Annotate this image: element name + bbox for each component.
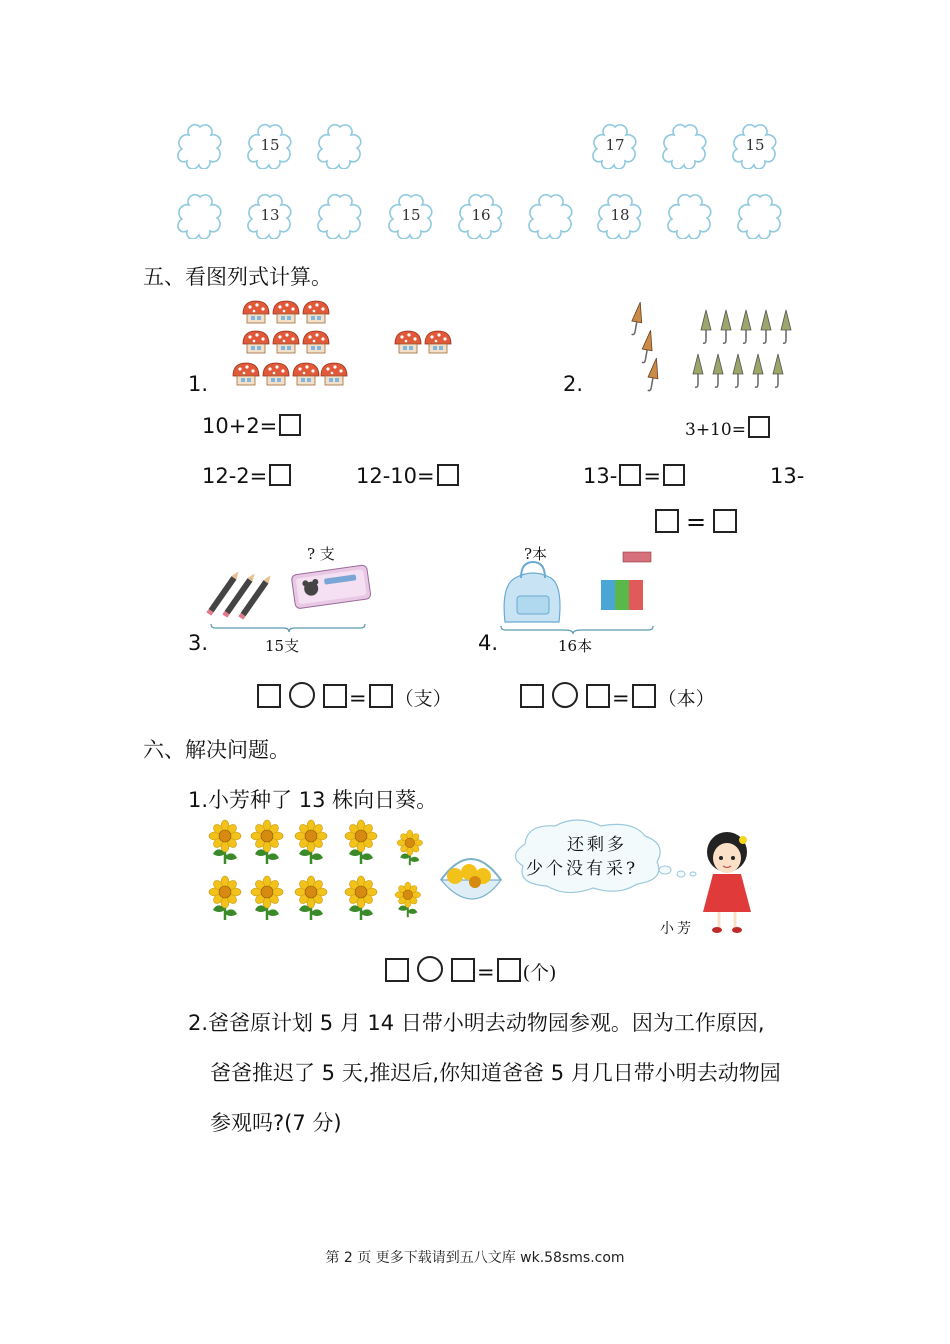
flower-cell [667,193,713,239]
equals-sign: = [686,508,707,536]
flower-cell [177,193,223,239]
equation-text: 3+10= [685,420,746,440]
answer-box[interactable] [497,958,521,982]
q4-answer-equation [518,682,715,711]
girl-name-label: 小芳 [660,921,694,937]
flower-cell [592,123,638,169]
q3-unknown-label: ? 支 [307,545,335,563]
answer-box[interactable] [713,509,737,533]
answer-box[interactable] [655,509,679,533]
umbrellas-illustration [628,300,808,396]
answer-box[interactable] [619,464,641,486]
flower-cell [247,193,293,239]
pencils-illustration [205,556,375,636]
answer-box[interactable] [520,684,544,708]
flower-cell [317,123,363,169]
answer-box[interactable] [632,684,656,708]
answer-box[interactable] [323,684,347,708]
problem1-answer-equation [383,956,556,985]
problem1-text: 1.小芳种了 13 株向日葵。 [188,788,438,812]
q2-number: 2. [563,372,584,396]
q3-answer-equation [255,682,452,711]
flower-outline-icon [177,123,223,169]
equation-text: 10+2= [202,414,278,438]
q4-total-label: 16本 [558,637,593,655]
q2-equation-1 [685,416,772,440]
unit-label: （支） [394,688,452,710]
problem2-line1: 2.爸爸原计划 5 月 14 日带小明去动物园参观。因为工作原因, [188,1011,765,1035]
answer-box[interactable] [269,464,291,486]
backpack-books-illustration [495,550,665,640]
flower-number: 15 [260,136,280,154]
q3-total-label: 15支 [265,637,300,655]
q2-equation-3-end [653,508,739,536]
flower-cell [458,193,504,239]
equation-text: 13- [583,464,618,488]
page-footer: 第 2 页 更多下载请到五八文库 wk.58sms.com [325,1250,625,1266]
answer-box[interactable] [257,684,281,708]
flower-number: 16 [471,206,491,224]
mushroom-houses-illustration [228,298,468,396]
section6-title: 六、解决问题。 [143,738,290,762]
flower-outline-icon [667,193,713,239]
answer-box[interactable] [586,684,610,708]
flower-number: 15 [401,206,421,224]
section5-title: 五、看图列式计算。 [143,265,332,289]
q1-equation-3 [356,464,461,488]
flower-outline-icon [662,123,708,169]
q1-number: 1. [188,372,209,396]
answer-box[interactable] [437,464,459,486]
flower-cell [732,123,778,169]
equals-sign: = [643,464,661,488]
speech-bubble-line1: 还剩多 [567,835,627,855]
q1-equation-2 [202,464,293,488]
flower-outline-icon [317,123,363,169]
problem2-line2: 爸爸推迟了 5 天,推迟后,你知道爸爸 5 月几日带小明去动物园 [210,1061,781,1085]
flower-cell [177,123,223,169]
answer-box[interactable] [279,414,301,436]
equals-sign: = [612,686,630,710]
flower-cell [388,193,434,239]
answer-box[interactable] [369,684,393,708]
answer-box[interactable] [451,958,475,982]
flower-outline-icon [317,193,363,239]
operator-circle[interactable] [289,682,315,708]
flower-cell [528,193,574,239]
q3-number: 3. [188,631,209,655]
flower-cell [247,123,293,169]
flower-cell [317,193,363,239]
answer-box[interactable] [663,464,685,486]
equation-text: 12-10= [356,464,435,488]
answer-box[interactable] [385,958,409,982]
q1-equation-1 [202,414,303,438]
q4-number: 4. [478,631,499,655]
equation-text: 12-2= [202,464,268,488]
q2-equation-2 [583,464,687,488]
flower-cell [662,123,708,169]
flower-outline-icon [737,193,783,239]
equals-sign: = [477,960,495,984]
flower-outline-icon [528,193,574,239]
q2-equation-3-start: 13- [770,464,805,488]
flower-number: 15 [745,136,765,154]
unit-label: (个) [522,962,557,984]
equals-sign: = [349,686,367,710]
flower-number: 17 [605,136,625,154]
unit-label: （本） [657,688,715,710]
operator-circle[interactable] [417,956,443,982]
flower-outline-icon [177,193,223,239]
flower-cell [737,193,783,239]
problem2-line3: 参观吗?(7 分) [210,1111,342,1135]
flower-number: 13 [260,206,280,224]
answer-box[interactable] [748,416,770,438]
flower-number: 18 [610,206,630,224]
operator-circle[interactable] [552,682,578,708]
flower-cell [597,193,643,239]
speech-bubble-line2: 少个没有采? [526,859,639,879]
q4-unknown-label: ?本 [524,545,548,563]
